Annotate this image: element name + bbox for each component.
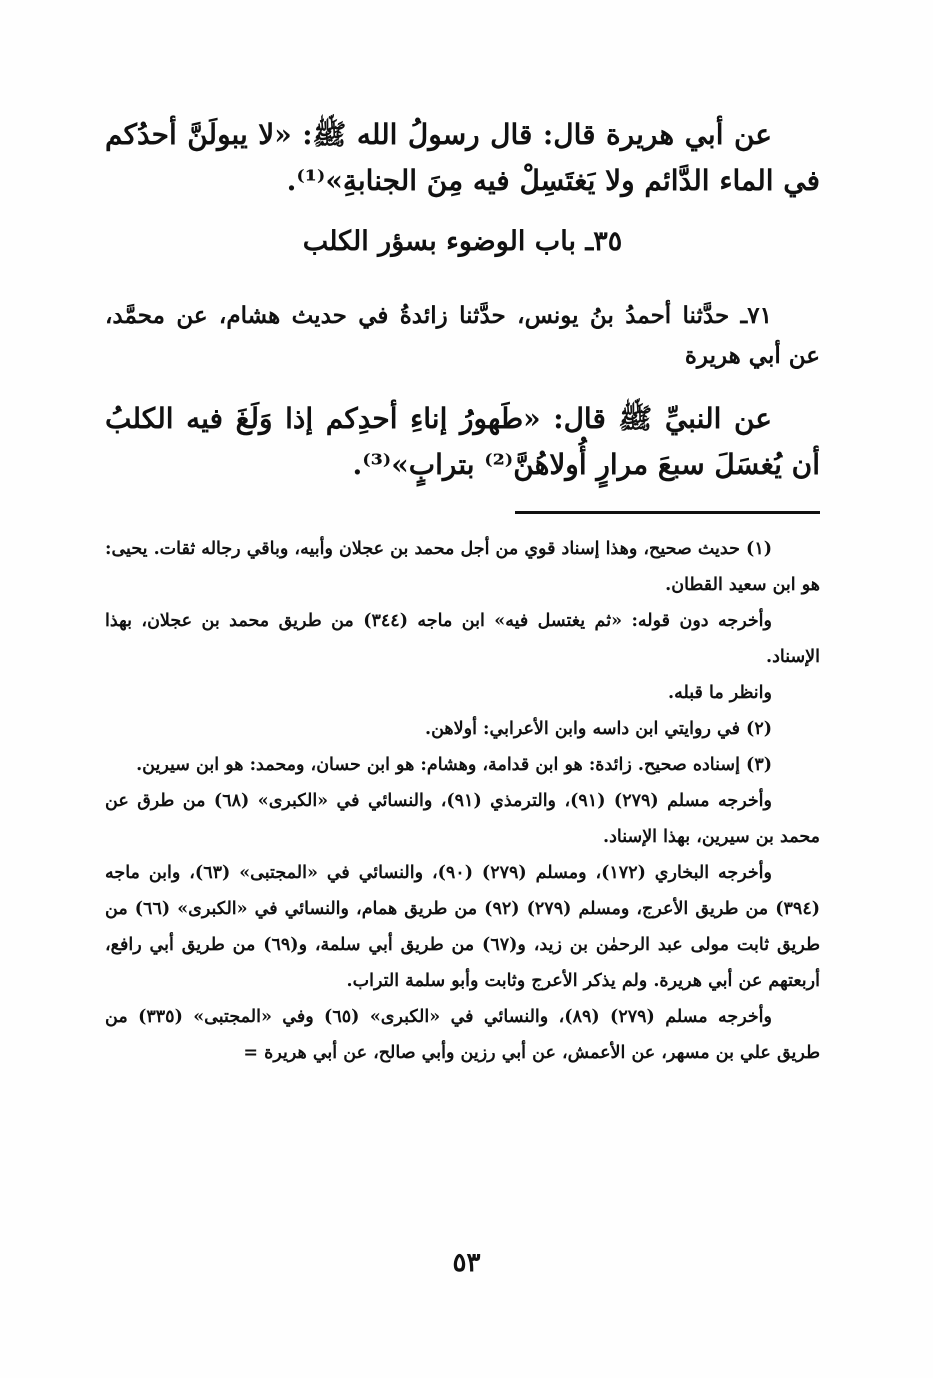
footnote-1-takhrij: وأخرجه دون قوله: «ثم يغتسل فيه» ابن ماجه (٣٤٤) من طريق محمد بن عجلان، بهذا الإسناد. (105, 611, 820, 667)
footnote-3-takhrij-c: وأخرجه مسلم (٢٧٩) (٨٩)، والنسائي في «الكبرى» (٦٥) وفي «المجتبى» (٣٣٥) من طريق علي بن مسهر، عن الأعمش، عن أبي رزين وأبي صالح، عن أبي هريرة = (105, 1007, 820, 1063)
footnote-separator (515, 511, 820, 514)
footnote-3-takhrij-a: وأخرجه مسلم (٢٧٩) (٩١)، والترمذي (٩١)، والنسائي في «الكبرى» (٦٨) من طرق عن محمد بن سيرين، بهذا الإسناد. (105, 791, 820, 847)
page-number: ٥٣ (452, 1248, 481, 1278)
hadith-70-text (105, 112, 820, 204)
footnote-3: (٣) إسناده صحيح. زائدة: هو ابن قدامة، وهشام: هو ابن حسان، ومحمد: هو ابن سيرين. (136, 755, 772, 775)
footnotes (105, 531, 820, 1071)
footnote-3-takhrij-b: وأخرجه البخاري (١٧٢)، ومسلم (٢٧٩) (٩٠)، والنسائي في «المجتبى» (٦٣)، وابن ماجه (٣٩٤) من طريق الأعرج، ومسلم (٢٧٩) (٩٢) من طريق همام، والنسائي في «الكبرى» (٦٦) من طريق ثابت مولى عبد الرحمٰن بن زيد، و(٦٧) من طريق أبي سلمة، و(٦٩) من طريق أبي رافع، أربعتهم عن أبي هريرة. ولم يذكر الأعرج وثابت وأبو سلمة التراب. (105, 863, 820, 991)
hadith-71-matn (105, 396, 820, 488)
footnote-1-see-also: وانظر ما قبله. (667, 683, 772, 703)
footnote-1: (١) حديث صحيح، وهذا إسناد قوي من أجل محمد بن عجلان وأبيه، وباقي رجاله ثقات. يحيى: هو ابن سعيد القطان. (105, 539, 820, 595)
footnote-2: (٢) في روايتي ابن داسه وابن الأعرابي: أولاهن. (425, 719, 772, 739)
isnad-paragraph: ٧١ـ حدَّثنا أحمدُ بنُ يونس، حدَّثنا زائدةُ في حديث هشام، عن محمَّد، عن أبي هريرة (105, 302, 820, 369)
chapter-heading: ٣٥ـ باب الوضوء بسؤر الكلب (302, 226, 623, 257)
matn-paragraph: عن النبيِّ ﷺ قال: «طَهورُ إناءِ أحدِكم إذا وَلَغَ فيه الكلبُ أن يُغسَلَ سبعَ مرارٍ أُولاهُنَّ⁽²⁾ بترابٍ»⁽³⁾. (105, 402, 820, 481)
hadith-70-paragraph: عن أبي هريرة قال: قال رسولُ الله ﷺ: «لا يبولَنَّ أحدُكم في الماء الدَّائم ولا يَغتَسِلْ فيه مِنَ الجنابةِ»⁽¹⁾. (105, 118, 820, 197)
hadith-71-isnad (105, 296, 820, 376)
